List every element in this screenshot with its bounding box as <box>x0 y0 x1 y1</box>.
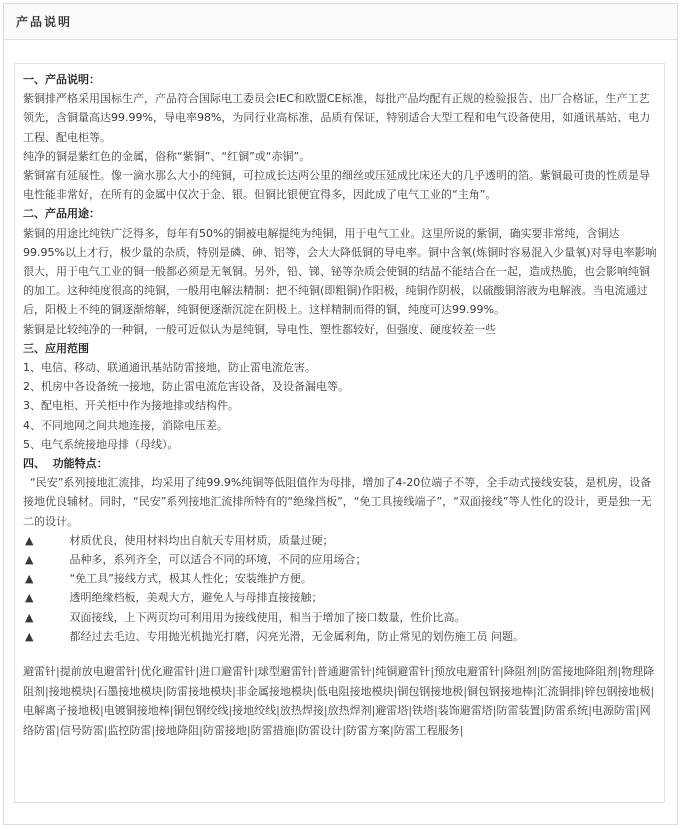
tag-separator: | <box>294 723 299 737</box>
tag-separator: | <box>434 704 438 718</box>
tag-link[interactable]: 防雷接地 <box>202 723 247 737</box>
feature-text: 都经过去毛边、专用抛光机抛光打磨，闪亮光滑，无金属利角，防止常见的划伤施工员 问题。 <box>59 629 524 643</box>
feature-text: 材质优良，使用材料均出自航天专用材质，质量过硬； <box>59 533 334 547</box>
tag-separator: | <box>463 684 468 698</box>
tag-separator: | <box>408 704 413 718</box>
tag-link[interactable]: 球型避雷针 <box>257 665 313 679</box>
tag-separator: | <box>312 684 317 698</box>
section-heading: 四、 功能特点： <box>23 457 108 471</box>
tag-separator: | <box>393 684 398 698</box>
feature-text: 品种多，系列齐全，可以适合不同的环境，不同的应用场合； <box>59 553 367 567</box>
tag-separator: | <box>540 704 545 718</box>
tag-link[interactable]: 防雷接地降阻剂 <box>540 665 618 679</box>
feature-bullet <box>23 550 657 569</box>
tag-link[interactable]: 接地降阻 <box>155 723 200 737</box>
tag-link[interactable]: 防雷措施 <box>250 723 295 737</box>
tag-link[interactable]: 装饰避雷塔 <box>437 704 493 718</box>
tag-separator: | <box>162 684 167 698</box>
feature-bullet <box>23 569 657 588</box>
feature-bullet <box>23 531 657 550</box>
tag-separator: | <box>580 684 585 698</box>
tag-link[interactable]: 降阻剂 <box>503 665 537 679</box>
paragraph: 4、不同地网之间共地连接，消除电压差。 <box>23 418 228 432</box>
paragraph: 5、电气系统接地母排（母线）。 <box>23 437 179 451</box>
triangle-bullet-icon: ▲ <box>25 610 34 624</box>
tag-link[interactable]: 网络防雷 <box>23 704 651 737</box>
paragraph: 紫铜排严格采用国标生产，产品符合国际电工委员会IEC和欧盟CE标准，每批产品均配有正规的检验报告、出厂合格证，生产工艺领先，含铜量高达99.99%，导电率98%，为同行业高标准，品质有保证，特别适合大型工程和电气设备使用，如通讯基站、电力工程、配电柜等。 <box>23 92 651 144</box>
section-heading: 一、产品说明： <box>23 73 100 86</box>
tag-separator: | <box>430 665 435 679</box>
tag-separator: | <box>276 704 280 718</box>
tag-separator: | <box>390 723 394 737</box>
tag-link[interactable]: 防雷装置 <box>496 704 541 718</box>
triangle-bullet-icon: ▲ <box>25 533 34 547</box>
tag-link[interactable]: 防雷方案 <box>346 723 391 737</box>
tag-link[interactable]: 非金属接地模块 <box>235 684 313 698</box>
triangle-bullet-icon: ▲ <box>25 553 34 567</box>
tag-link[interactable]: 铜包钢接地棒 <box>467 684 534 698</box>
triangle-bullet-icon: ▲ <box>25 591 34 605</box>
tag-separator: | <box>650 684 655 698</box>
tag-link[interactable]: 信号防雷 <box>59 723 104 737</box>
tag-link[interactable]: 汇流铜排 <box>536 684 581 698</box>
paragraph: 紫铜是比较纯净的一种铜，一般可近似认为是纯铜，导电性、塑性都较好，但强度、硬度较差一些 <box>23 322 496 336</box>
tag-link[interactable]: 铁塔 <box>412 704 435 718</box>
tag-link[interactable]: 物理降阻剂 <box>23 665 655 698</box>
tag-link[interactable]: 优化避雷针 <box>140 665 196 679</box>
tag-link[interactable]: 低电阻接地模块 <box>316 684 394 698</box>
section-heading: 三、应用范围 <box>23 341 89 355</box>
tag-separator: | <box>169 704 174 718</box>
paragraph: 紫铜富有延展性。像一滴水那么大小的纯铜，可拉成长达两公里的细丝或压延成比床还大的几乎透明的箔。紫铜最可贵的性质是导电性能非常好，在所有的金属中仅次于金、银。但铜比银便宜得多，因此成了电气工业的“主角”。 <box>23 169 650 202</box>
tag-separator: | <box>45 684 49 698</box>
paragraph: 1、电信、移动、联通通讯基站防雷接地，防止雷电流危害。 <box>23 361 316 375</box>
tag-link[interactable]: 普通避雷针 <box>316 665 372 679</box>
tag-separator: | <box>536 665 541 679</box>
tag-separator: | <box>254 665 258 679</box>
tag-separator: | <box>195 665 200 679</box>
tag-link[interactable]: 铜包钢接地极 <box>397 684 464 698</box>
tag-link[interactable]: 防雷设计 <box>298 723 343 737</box>
paragraph: 2、机房中各设备统一接地，防止雷电流危害设备，及设备漏电等。 <box>23 380 349 394</box>
tag-link[interactable]: 石墨接地模块 <box>96 684 163 698</box>
tag-separator: | <box>103 723 108 737</box>
tag-separator: | <box>56 723 60 737</box>
tag-separator: | <box>635 704 640 718</box>
tag-separator: | <box>312 665 317 679</box>
feature-text: “免工具”接线方式，极其人性化；安装维护方便。 <box>59 572 312 586</box>
paragraph: “民安”系列接地汇流排，均采用了纯99.9%纯铜等低阻值作为母排，增加了4-20位端子不等，全手动式接线安装，是机房，设备接地优良辅材。同时，“民安”系列接地汇流排所特有的“绝缘挡板”，“免工具接线端子”，“双面接线”等人性化的设计，更是独一无二的设计。 <box>23 476 652 528</box>
triangle-bullet-icon: ▲ <box>25 629 34 643</box>
tag-separator: | <box>500 665 504 679</box>
tag-link[interactable]: 防雷接地模块 <box>166 684 233 698</box>
tag-separator: | <box>136 665 141 679</box>
tag-link[interactable]: 电镀铜接地棒 <box>103 704 170 718</box>
feature-bullet <box>23 608 657 627</box>
tag-separator: | <box>228 704 233 718</box>
description-body <box>23 70 657 646</box>
feature-bullet <box>23 627 657 646</box>
tag-separator: | <box>100 704 104 718</box>
section-heading: 二、产品用途： <box>23 207 100 221</box>
description-content <box>14 63 665 803</box>
tag-separator: | <box>459 723 464 737</box>
tag-separator: | <box>492 704 497 718</box>
tag-link[interactable]: 电解离子接地极 <box>23 704 100 718</box>
tag-link[interactable]: 监控防雷 <box>107 723 152 737</box>
feature-text: 透明绝缘档板，美观大方，避免人与母排直接接触； <box>59 591 323 605</box>
feature-bullet <box>23 588 657 607</box>
tag-separator: | <box>323 704 328 718</box>
tag-separator: | <box>151 723 156 737</box>
tag-link[interactable]: 电源防雷 <box>591 704 636 718</box>
tag-link[interactable]: 防雷工程服务 <box>393 723 460 737</box>
tag-link[interactable]: 提前放电避雷针 <box>59 665 137 679</box>
tag-link[interactable]: 铜包钢绞线 <box>173 704 229 718</box>
paragraph: 3、配电柜、开关柜中作为接地排或结构件。 <box>23 399 239 413</box>
paragraph: 纯净的铜是紫红色的金属，俗称“紫铜”、“红铜”或“赤铜”。 <box>23 149 311 163</box>
tag-link[interactable]: 接地模块 <box>48 684 93 698</box>
tag-separator: | <box>246 723 251 737</box>
tag-separator: | <box>199 723 203 737</box>
tag-link[interactable]: 纯铜避雷针 <box>375 665 431 679</box>
tag-link[interactable]: 进口避雷针 <box>199 665 255 679</box>
tag-separator: | <box>533 684 537 698</box>
tag-separator: | <box>617 665 622 679</box>
triangle-bullet-icon: ▲ <box>25 572 34 586</box>
tag-link[interactable]: 放热焊接 <box>279 704 324 718</box>
tag-link[interactable]: 接地绞线 <box>232 704 277 718</box>
panel-title: 产品说明 <box>16 15 73 29</box>
tag-separator: | <box>56 665 60 679</box>
tag-separator: | <box>371 704 376 718</box>
tag-link[interactable]: 避雷塔 <box>375 704 409 718</box>
panel-header <box>4 4 677 40</box>
tag-link[interactable]: 防雷系统 <box>544 704 589 718</box>
tag-separator: | <box>92 684 97 698</box>
tag-link[interactable]: 预放电避雷针 <box>434 665 501 679</box>
tag-link[interactable]: 放热焊剂 <box>327 704 372 718</box>
tag-separator: | <box>588 704 592 718</box>
tag-separator: | <box>232 684 236 698</box>
tag-separator: | <box>371 665 376 679</box>
related-tags <box>23 662 657 740</box>
feature-text: 双面接线，上下两页均可利用用为接线使用，相当于增加了接口数量，性价比高。 <box>59 610 466 624</box>
paragraph: 紫铜的用途比纯铁广泛得多，每年有50%的铜被电解提纯为纯铜，用于电气工业。这里所说的紫铜，确实要非常纯，含铜达99.95%以上才行，极少量的杂质，特别是磷、砷、铝等，会大大降低铜的导电率。铜中含氧(炼铜时容易混入少量氧)对导电率影响很大，用于电气工业的铜一般都必须是无氧铜。另外，铅、锑、铋等杂质会使铜的结晶不能结合在一起，造成热脆，也会影响纯铜的加工。这种纯度很高的纯铜，一般用电解法精制：把不纯铜(即粗铜)作阳极，纯铜作阴极，以硫酸铜溶液为电解液。当电流通过后，阳极上不纯的铜逐渐熔解，纯铜便逐渐沉淀在阴极上。这样精制而得的铜，纯度可达99.99%。 <box>23 226 657 317</box>
tag-link[interactable]: 避雷针 <box>23 665 56 679</box>
tag-link[interactable]: 锌包钢接地极 <box>584 684 651 698</box>
tag-separator: | <box>342 723 347 737</box>
